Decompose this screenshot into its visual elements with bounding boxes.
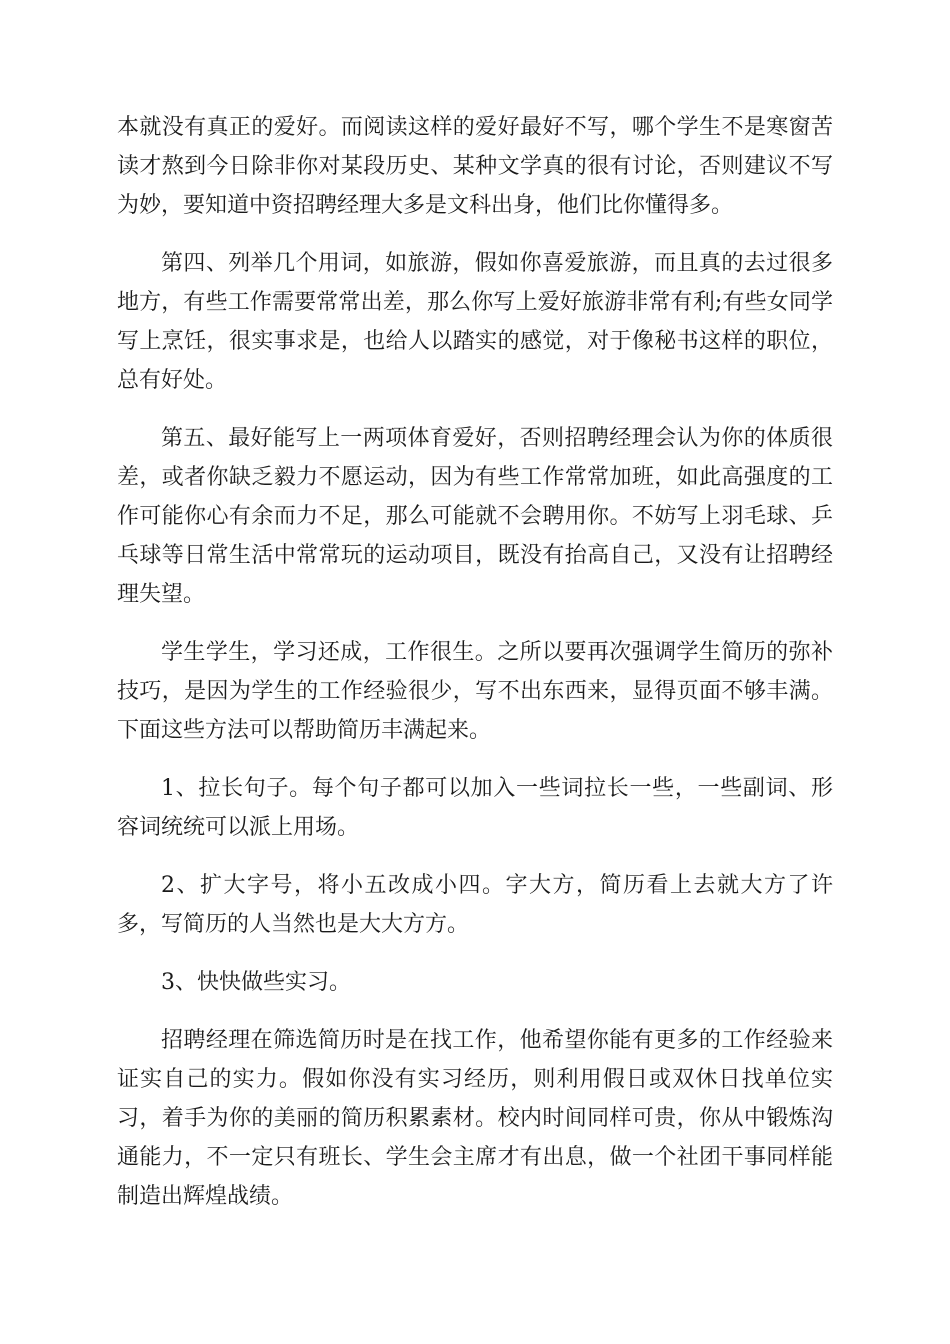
paragraph-hobby-reading: 本就没有真正的爱好。而阅读这样的爱好最好不写，哪个学生不是寒窗苦读才熬到今日除非你对某段历史、某种文学真的很有讨论，否则建议不写为妙，要知道中资招聘经理大多是文科出身，他们比你懂得多。 <box>117 115 833 218</box>
paragraph-tip-3: 3、快快做些实习。 <box>161 970 351 995</box>
document-body <box>117 108 833 1235</box>
paragraph-tip-1: 1、拉长句子。每个句子都可以加入一些词拉长一些，一些副词、形容词统统可以派上用场。 <box>117 776 833 840</box>
paragraph-student-tips-intro: 学生学生，学习还成，工作很生。之所以要再次强调学生简历的弥补技巧，是因为学生的工作经验很少，写不出东西来，显得页面不够丰满。下面这些方法可以帮助简历丰满起来。 <box>117 640 833 743</box>
paragraph-fifth-point: 第五、最好能写上一两项体育爱好，否则招聘经理会认为你的体质很差，或者你缺乏毅力不愿运动，因为有些工作常常加班，如此高强度的工作可能你心有余而力不足，那么可能就不会聘用你。不妨写上羽毛球、乒乓球等日常生活中常常玩的运动项目，既没有抬高自己，又没有让招聘经理失望。 <box>117 426 833 607</box>
paragraph-internship: 招聘经理在筛选简历时是在找工作，他希望你能有更多的工作经验来证实自己的实力。假如你没有实习经历，则利用假日或双休日找单位实习，着手为你的美丽的简历积累素材。校内时间同样可贵，你从中锻炼沟通能力，不一定只有班长、学生会主席才有出息，做一个社团干事同样能制造出辉煌战绩。 <box>117 1028 833 1209</box>
paragraph-fourth-point: 第四、列举几个用词，如旅游，假如你喜爱旅游，而且真的去过很多地方，有些工作需要常常出差，那么你写上爱好旅游非常有利;有些女同学写上烹饪，很实事求是，也给人以踏实的感觉，对于像秘书这样的职位，总有好处。 <box>117 251 833 393</box>
paragraph-tip-2: 2、扩大字号，将小五改成小四。字大方，简历看上去就大方了许多，写简历的人当然也是大大方方。 <box>117 873 833 937</box>
